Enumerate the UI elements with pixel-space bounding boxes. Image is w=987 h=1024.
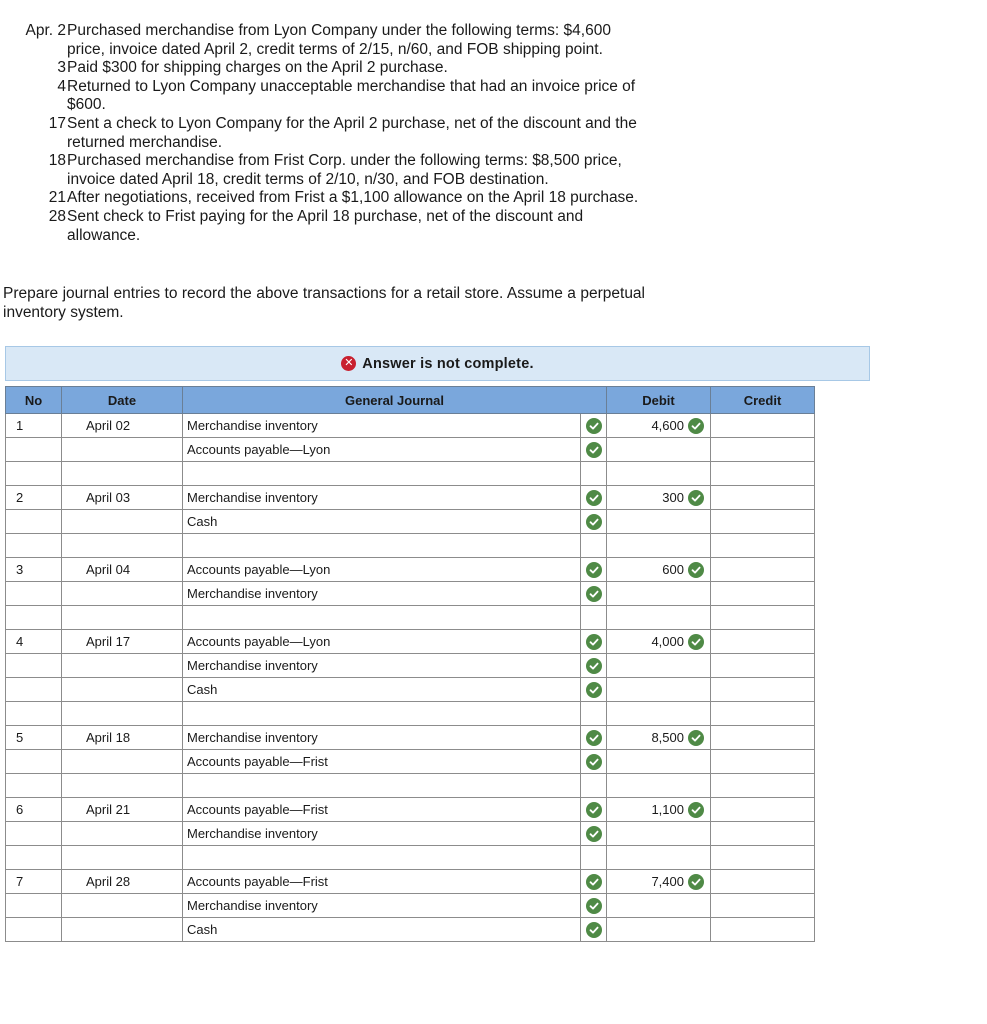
account-cell[interactable] [183, 462, 581, 486]
row-number: 7 [6, 870, 62, 894]
date-cell[interactable] [62, 846, 183, 870]
table-row [6, 582, 815, 606]
table-row [6, 630, 815, 654]
table-row [6, 750, 815, 774]
credit-cell[interactable] [711, 462, 815, 486]
account-status-cell [581, 606, 607, 630]
row-number: 1 [6, 414, 62, 438]
account-status-cell [581, 654, 607, 678]
date-cell[interactable]: April 17 [62, 630, 183, 654]
debit-value: 1,100 [651, 802, 684, 817]
debit-cell[interactable] [607, 894, 711, 918]
problem-item [10, 189, 650, 208]
account-cell[interactable] [183, 534, 581, 558]
account-status-cell [581, 558, 607, 582]
account-status-cell [581, 798, 607, 822]
credit-cell[interactable] [711, 582, 815, 606]
account-status-cell [581, 486, 607, 510]
date-cell[interactable] [62, 774, 183, 798]
row-number: 2 [6, 486, 62, 510]
debit-cell[interactable] [607, 462, 711, 486]
account-status-cell [581, 534, 607, 558]
debit-cell[interactable] [607, 846, 711, 870]
debit-cell[interactable] [607, 486, 711, 510]
row-number [6, 534, 62, 558]
debit-cell[interactable] [607, 606, 711, 630]
problem-item [10, 115, 650, 152]
date-cell[interactable]: April 21 [62, 798, 183, 822]
debit-cell[interactable] [607, 582, 711, 606]
row-number [6, 606, 62, 630]
credit-cell[interactable] [711, 558, 815, 582]
problem-item-date: 21 [48, 189, 66, 207]
check-icon [688, 490, 704, 506]
check-icon [586, 490, 602, 506]
debit-value-wrap [651, 634, 704, 650]
header-no: No [6, 387, 62, 414]
debit-value-wrap [651, 730, 704, 746]
account-status-cell [581, 630, 607, 654]
row-number [6, 846, 62, 870]
problem-statement [10, 22, 650, 245]
account-status-cell [581, 726, 607, 750]
credit-cell[interactable] [711, 678, 815, 702]
check-icon [688, 634, 704, 650]
problem-item-text: Sent check to Frist paying for the April 18 purchase, net of the discount and allowance. [67, 207, 584, 244]
table-row [6, 918, 815, 942]
check-icon [688, 562, 704, 578]
debit-cell[interactable] [607, 534, 711, 558]
row-number [6, 582, 62, 606]
row-number [6, 702, 62, 726]
instructions: Prepare journal entries to record the above transactions for a retail store. Assume a perpetual inventory system. [3, 285, 645, 321]
debit-cell[interactable] [607, 726, 711, 750]
account-status-cell [581, 678, 607, 702]
account-cell[interactable]: Accounts payable—Frist [183, 870, 581, 894]
table-row [6, 414, 815, 438]
account-cell[interactable] [183, 702, 581, 726]
date-cell[interactable]: April 18 [62, 726, 183, 750]
account-status-cell [581, 462, 607, 486]
check-icon [586, 514, 602, 530]
date-cell[interactable] [62, 510, 183, 534]
credit-cell[interactable] [711, 870, 815, 894]
debit-cell[interactable] [607, 822, 711, 846]
debit-value-wrap [662, 562, 704, 578]
table-row [6, 606, 815, 630]
header-credit: Credit [711, 387, 815, 414]
row-number [6, 654, 62, 678]
check-icon [586, 586, 602, 602]
check-icon [586, 634, 602, 650]
check-icon [688, 418, 704, 434]
credit-cell[interactable] [711, 702, 815, 726]
table-row [6, 534, 815, 558]
debit-cell[interactable] [607, 870, 711, 894]
account-cell[interactable] [183, 846, 581, 870]
row-number [6, 438, 62, 462]
row-number: 4 [6, 630, 62, 654]
problem-item-date: 18 [48, 152, 66, 170]
row-number [6, 750, 62, 774]
debit-value: 600 [662, 562, 684, 577]
problem-item [10, 59, 650, 78]
check-icon [688, 874, 704, 890]
table-row [6, 894, 815, 918]
debit-cell[interactable] [607, 774, 711, 798]
credit-cell[interactable] [711, 438, 815, 462]
table-row [6, 654, 815, 678]
check-icon [586, 682, 602, 698]
status-text: Answer is not complete. [362, 355, 534, 372]
account-status-cell [581, 438, 607, 462]
account-cell[interactable]: Accounts payable—Lyon [183, 558, 581, 582]
table-row [6, 678, 815, 702]
x-circle-icon: ✕ [341, 356, 356, 371]
status-banner [5, 346, 870, 381]
debit-cell[interactable] [607, 798, 711, 822]
credit-cell[interactable] [711, 918, 815, 942]
debit-value: 4,000 [651, 634, 684, 649]
row-number: 6 [6, 798, 62, 822]
header-debit: Debit [607, 387, 711, 414]
credit-cell[interactable] [711, 774, 815, 798]
debit-value: 300 [662, 490, 684, 505]
credit-cell[interactable] [711, 414, 815, 438]
account-cell[interactable]: Merchandise inventory [183, 894, 581, 918]
check-icon [586, 418, 602, 434]
table-row [6, 486, 815, 510]
debit-value-wrap [651, 418, 704, 434]
problem-item-date: 28 [48, 207, 66, 225]
debit-cell[interactable] [607, 750, 711, 774]
account-cell[interactable] [183, 774, 581, 798]
table-row [6, 462, 815, 486]
credit-cell[interactable] [711, 606, 815, 630]
row-number [6, 510, 62, 534]
table-row [6, 726, 815, 750]
check-icon [586, 898, 602, 914]
account-status-cell [581, 870, 607, 894]
row-number [6, 894, 62, 918]
debit-cell[interactable] [607, 678, 711, 702]
problem-item-date: 3 [57, 59, 66, 77]
date-cell[interactable]: April 03 [62, 486, 183, 510]
check-icon [586, 922, 602, 938]
debit-cell[interactable] [607, 510, 711, 534]
row-number [6, 918, 62, 942]
account-status-cell [581, 510, 607, 534]
debit-value: 8,500 [651, 730, 684, 745]
account-cell[interactable]: Accounts payable—Frist [183, 798, 581, 822]
problem-item [10, 78, 650, 115]
date-cell[interactable] [62, 654, 183, 678]
debit-value: 4,600 [651, 418, 684, 433]
debit-cell[interactable] [607, 654, 711, 678]
problem-item-date: Apr. 2 [25, 22, 66, 39]
problem-item [10, 152, 650, 189]
debit-value: 7,400 [651, 874, 684, 889]
check-icon [586, 562, 602, 578]
credit-cell[interactable] [711, 486, 815, 510]
debit-value-wrap [662, 490, 704, 506]
check-icon [586, 754, 602, 770]
account-cell[interactable]: Merchandise inventory [183, 486, 581, 510]
date-cell[interactable] [62, 702, 183, 726]
table-row [6, 510, 815, 534]
problem-item-text: After negotiations, received from Frist a $1,100 allowance on the April 18 purchase. [67, 189, 639, 207]
account-cell[interactable]: Merchandise inventory [183, 822, 581, 846]
credit-cell[interactable] [711, 846, 815, 870]
date-cell[interactable] [62, 534, 183, 558]
date-cell[interactable] [62, 606, 183, 630]
credit-cell[interactable] [711, 798, 815, 822]
check-icon [688, 730, 704, 746]
table-row [6, 774, 815, 798]
credit-cell[interactable] [711, 630, 815, 654]
debit-cell[interactable] [607, 438, 711, 462]
problem-item [10, 22, 650, 59]
problem-item [10, 208, 650, 245]
check-icon [688, 802, 704, 818]
problem-item-text: Paid $300 for shipping charges on the April 2 purchase. [67, 59, 448, 77]
account-cell[interactable]: Merchandise inventory [183, 726, 581, 750]
credit-cell[interactable] [711, 654, 815, 678]
date-cell[interactable] [62, 462, 183, 486]
check-icon [586, 802, 602, 818]
header-date: Date [62, 387, 183, 414]
check-icon [586, 874, 602, 890]
credit-cell[interactable] [711, 750, 815, 774]
account-cell[interactable] [183, 606, 581, 630]
debit-cell[interactable] [607, 558, 711, 582]
date-cell[interactable]: April 02 [62, 414, 183, 438]
problem-item-date: 4 [57, 77, 66, 95]
credit-cell[interactable] [711, 510, 815, 534]
table-row [6, 702, 815, 726]
account-cell[interactable]: Accounts payable—Lyon [183, 630, 581, 654]
credit-cell[interactable] [711, 726, 815, 750]
row-number: 5 [6, 726, 62, 750]
row-number [6, 822, 62, 846]
account-status-cell [581, 582, 607, 606]
date-cell[interactable] [62, 822, 183, 846]
table-row [6, 558, 815, 582]
date-cell[interactable] [62, 918, 183, 942]
table-row [6, 438, 815, 462]
problem-item-text: Purchased merchandise from Frist Corp. under the following terms: $8,500 price, invoice dated April 18, credit terms of 2/10, n/30, and FOB destination. [67, 152, 622, 188]
date-cell[interactable]: April 28 [62, 870, 183, 894]
table-row [6, 798, 815, 822]
date-cell[interactable] [62, 678, 183, 702]
account-cell[interactable]: Merchandise inventory [183, 414, 581, 438]
account-cell[interactable]: Accounts payable—Lyon [183, 438, 581, 462]
debit-cell[interactable] [607, 414, 711, 438]
account-status-cell [581, 414, 607, 438]
account-status-cell [581, 918, 607, 942]
date-cell[interactable] [62, 750, 183, 774]
account-status-cell [581, 774, 607, 798]
date-cell[interactable] [62, 438, 183, 462]
row-number: 3 [6, 558, 62, 582]
check-icon [586, 826, 602, 842]
date-cell[interactable] [62, 582, 183, 606]
check-icon [586, 442, 602, 458]
row-number [6, 678, 62, 702]
table-header-row [6, 387, 815, 414]
date-cell[interactable]: April 04 [62, 558, 183, 582]
table-row [6, 822, 815, 846]
debit-value-wrap [651, 802, 704, 818]
credit-cell[interactable] [711, 894, 815, 918]
problem-item-text: Sent a check to Lyon Company for the April 2 purchase, net of the discount and the returned merchandise. [67, 114, 637, 151]
credit-cell[interactable] [711, 534, 815, 558]
table-row [6, 846, 815, 870]
credit-cell[interactable] [711, 822, 815, 846]
row-number [6, 462, 62, 486]
account-cell[interactable]: Cash [183, 678, 581, 702]
row-number [6, 774, 62, 798]
general-journal-table [5, 386, 815, 942]
debit-cell[interactable] [607, 918, 711, 942]
problem-item-text: Purchased merchandise from Lyon Company under the following terms: $4,600 price, invoice dated April 2, credit terms of 2/15, n/60, and FOB shipping point. [67, 22, 611, 58]
account-status-cell [581, 822, 607, 846]
account-cell[interactable]: Merchandise inventory [183, 654, 581, 678]
account-cell[interactable]: Accounts payable—Frist [183, 750, 581, 774]
account-cell[interactable]: Merchandise inventory [183, 582, 581, 606]
check-icon [586, 730, 602, 746]
account-status-cell [581, 702, 607, 726]
debit-cell[interactable] [607, 630, 711, 654]
account-status-cell [581, 846, 607, 870]
debit-value-wrap [651, 874, 704, 890]
problem-item-date: 17 [48, 114, 66, 132]
account-cell[interactable]: Cash [183, 918, 581, 942]
date-cell[interactable] [62, 894, 183, 918]
header-general-journal: General Journal [183, 387, 607, 414]
account-status-cell [581, 750, 607, 774]
account-cell[interactable]: Cash [183, 510, 581, 534]
check-icon [586, 658, 602, 674]
debit-cell[interactable] [607, 702, 711, 726]
table-row [6, 870, 815, 894]
account-status-cell [581, 894, 607, 918]
problem-item-text: Returned to Lyon Company unacceptable merchandise that had an invoice price of $600. [67, 77, 636, 114]
